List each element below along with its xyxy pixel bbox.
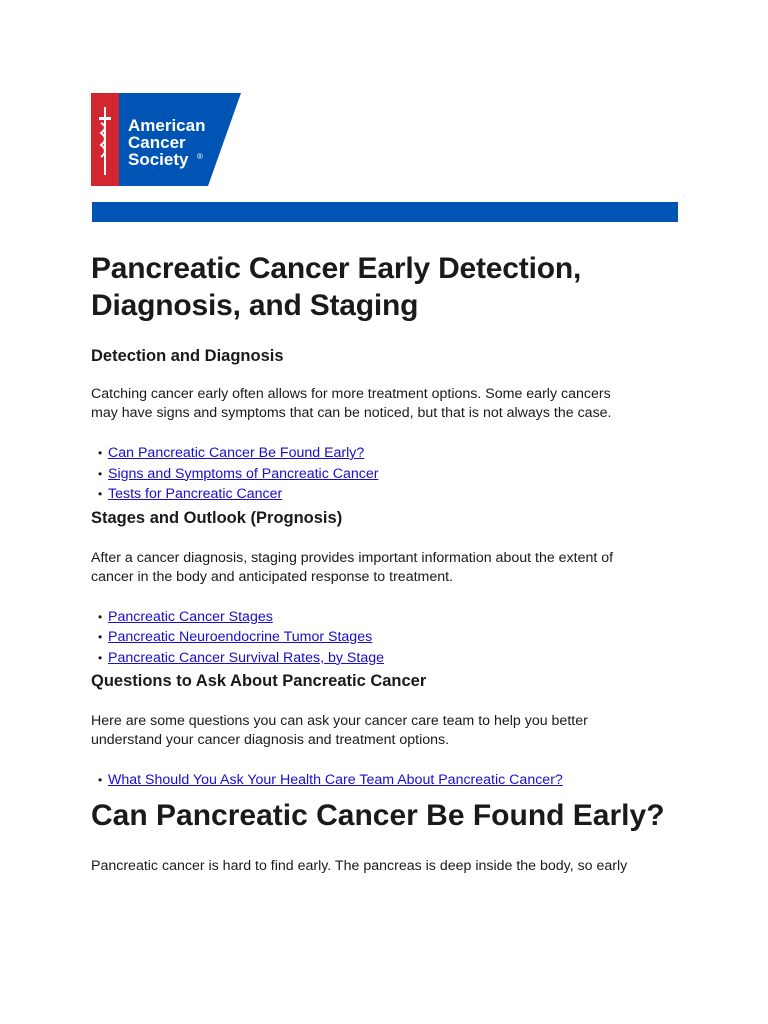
logo-line-society: Society [128,150,189,169]
logo-line-cancer: Cancer [128,133,186,152]
logo-line-american: American [128,116,206,135]
stages-heading: Stages and Outlook (Prognosis) [91,508,343,527]
list-item [98,770,691,791]
list-item [98,648,691,669]
link-survival-rates[interactable]: Pancreatic Cancer Survival Rates, by Stage [108,649,384,666]
bullet: • [98,609,103,624]
bullet: • [98,446,103,460]
american-cancer-society-logo [91,93,241,186]
link-found-early[interactable]: Can Pancreatic Cancer Be Found Early? [108,445,365,461]
bullet: • [98,466,103,481]
page-title-line-2: Diagnosis, and Staging [91,289,419,322]
stages-link-list [91,607,691,669]
questions-link-list [91,770,691,791]
link-neuroendocrine-stages[interactable]: Pancreatic Neuroendocrine Tumor Stages [108,629,373,645]
list-item [98,443,691,464]
link-signs-symptoms[interactable]: Signs and Symptoms of Pancreatic Cancer [108,465,379,482]
questions-text-line-1: Here are some questions you can ask your cancer care team to help you better [91,713,588,729]
stages-text [91,549,691,587]
questions-heading: Questions to Ask About Pancreatic Cancer [91,672,427,690]
found-early-heading: Can Pancreatic Cancer Be Found Early? [91,798,665,832]
logo-registered-mark: ® [197,152,203,161]
link-tests[interactable]: Tests for Pancreatic Cancer [108,486,283,502]
detection-text-line-1: Catching cancer early often allows for more treatment options. Some early cancers [91,386,611,402]
stages-text-line-2: cancer in the body and anticipated response to treatment. [91,568,454,585]
link-ask-care-team[interactable]: What Should You Ask Your Health Care Team About Pancreatic Cancer? [108,772,563,788]
found-early-text [91,857,691,876]
detection-text-line-2: may have signs and symptoms that can be noticed, but that is not always the case. [91,405,612,421]
detection-heading: Detection and Diagnosis [91,347,284,365]
page-title-line-1: Pancreatic Cancer Early Detection, [91,252,582,285]
bullet: • [98,773,103,787]
document-content [91,250,691,876]
list-item [98,607,691,628]
link-cancer-stages[interactable]: Pancreatic Cancer Stages [108,608,273,625]
header-divider-bar [92,202,678,222]
detection-text [91,385,691,423]
found-early-text-line-1: Pancreatic cancer is hard to find early. The pancreas is deep inside the body, so early [91,857,628,874]
list-item [98,627,691,648]
bullet: • [98,487,103,501]
questions-text [91,712,691,750]
questions-text-line-2: understand your cancer diagnosis and treatment options. [91,732,450,748]
detection-link-list [91,443,691,505]
list-item [98,484,691,505]
bullet: • [98,630,103,644]
bullet: • [98,650,103,665]
page-title [91,250,691,324]
list-item [98,464,691,485]
stages-text-line-1: After a cancer diagnosis, staging provides important information about the extent of [91,549,614,566]
